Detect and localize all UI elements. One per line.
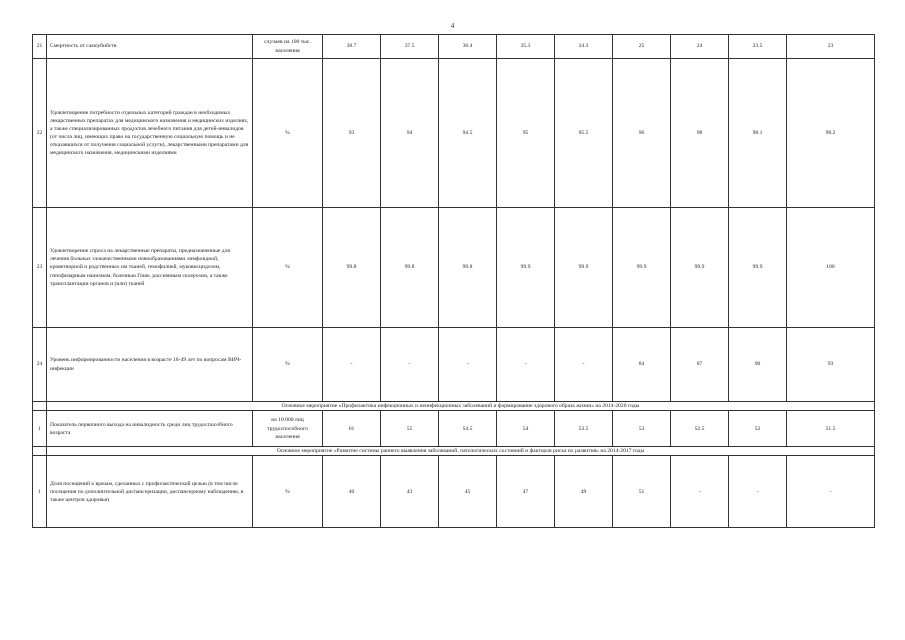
value-cell: 52.5: [671, 411, 729, 447]
value-cell: 98.2: [787, 59, 875, 208]
indicators-table: [32, 34, 875, 528]
value-cell: 54.5: [439, 411, 497, 447]
indicator-name: Уровень информированности населения в возрасте 18-49 лет по вопросам ВИЧ-инфекции: [47, 328, 253, 402]
value-cell: 25: [613, 35, 671, 59]
value-cell: 53.5: [555, 411, 613, 447]
indicator-name: Смертность от самоубийств: [47, 35, 253, 59]
table-row: [33, 59, 875, 208]
value-cell: 99.8: [381, 208, 439, 328]
indicator-unit: %: [253, 208, 323, 328]
value-cell: 51.5: [787, 411, 875, 447]
value-cell: 99.9: [555, 208, 613, 328]
value-cell: 51: [613, 456, 671, 528]
value-cell: 40: [323, 456, 381, 528]
value-cell: 94.5: [439, 59, 497, 208]
value-cell: 45: [439, 456, 497, 528]
indicator-unit: на 10 000 лиц трудоспособного населения: [253, 411, 323, 447]
value-cell: 55: [381, 411, 439, 447]
value-cell: 99.9: [671, 208, 729, 328]
indicator-name: Показатель первичного выхода на инвалидность среди лиц трудоспособного возраста: [47, 411, 253, 447]
indicator-name: Доля посещений к врачам, сделанных с профилактической целью (в том числе посещения по дополнительной диспансеризации, диспансерному наблюдению, в также центров здоровья): [47, 456, 253, 528]
page-number: 4: [450, 22, 455, 30]
indicator-unit: %: [253, 59, 323, 208]
value-cell: 37.5: [381, 35, 439, 59]
section-header-row: [33, 447, 875, 456]
table-row: [33, 208, 875, 328]
value-cell: -: [787, 456, 875, 528]
value-cell: -: [381, 328, 439, 402]
indicator-name: Удовлетворение спроса на лекарственные препараты, предназначенные для лечения больных злокачественными новообразованиями лимфоидной, кроветворной и родственных им тканей, гемофилией, муковисцидозом, гипофизарным нанизмом, болезнью Гоше, рассеянным склерозом, а также трансплантации органов и (или) тканей: [47, 208, 253, 328]
indicator-unit: случаев на 100 тыс. населения: [253, 35, 323, 59]
value-cell: 98.1: [729, 59, 787, 208]
section-title: Основное мероприятие «Развитие системы раннего выявления заболеваний, патологических состояний и факторов риска их развития» на 2014-2017 годы: [47, 447, 875, 456]
row-number: 24: [33, 328, 47, 402]
value-cell: 61: [323, 411, 381, 447]
row-number: 1: [33, 456, 47, 528]
table-row: [33, 35, 875, 59]
value-cell: -: [671, 456, 729, 528]
row-number: 22: [33, 59, 47, 208]
row-number: 21: [33, 35, 47, 59]
value-cell: 99.9: [613, 208, 671, 328]
value-cell: 34.3: [555, 35, 613, 59]
value-cell: 84: [613, 328, 671, 402]
value-cell: -: [555, 328, 613, 402]
value-cell: 53: [613, 411, 671, 447]
value-cell: -: [323, 328, 381, 402]
indicator-name: Удовлетворение потребности отдельных категорий граждан в необходимых лекарственных препаратах для медицинского назначения и медицинских изделиях, а также специализированных продуктов лечебного питания для детей-инвалидов (от числа лиц, имеющих право на государственную социальную помощь и не отказавшихся от получения социальной услуги), лекарственными препаратами для медицинского назначения, медицинскими изделиями: [47, 59, 253, 208]
value-cell: 87: [671, 328, 729, 402]
value-cell: 99.8: [439, 208, 497, 328]
value-cell: 35.3: [497, 35, 555, 59]
value-cell: 43: [381, 456, 439, 528]
section-title: Основное мероприятие «Профилактика инфекционных и неинфекционных заболеваний и формирование здорового образа жизни» на 2014-2020 годы: [47, 402, 875, 411]
value-cell: 93: [323, 59, 381, 208]
value-cell: 49: [555, 456, 613, 528]
indicator-unit: %: [253, 328, 323, 402]
value-cell: 95: [497, 59, 555, 208]
value-cell: 90: [729, 328, 787, 402]
value-cell: 96: [613, 59, 671, 208]
value-cell: 36.4: [439, 35, 497, 59]
table-row: [33, 328, 875, 402]
value-cell: 98: [671, 59, 729, 208]
value-cell: 100: [787, 208, 875, 328]
value-cell: 24: [671, 35, 729, 59]
value-cell: 99.9: [729, 208, 787, 328]
value-cell: 23.5: [729, 35, 787, 59]
table-row: [33, 456, 875, 528]
row-number: 1: [33, 411, 47, 447]
value-cell: 99.8: [323, 208, 381, 328]
value-cell: 38.7: [323, 35, 381, 59]
value-cell: 47: [497, 456, 555, 528]
value-cell: 93: [787, 328, 875, 402]
value-cell: 94: [381, 59, 439, 208]
table-row: [33, 411, 875, 447]
value-cell: 52: [729, 411, 787, 447]
value-cell: -: [439, 328, 497, 402]
row-number: 23: [33, 208, 47, 328]
value-cell: 99.9: [497, 208, 555, 328]
value-cell: 95.5: [555, 59, 613, 208]
indicator-unit: %: [253, 456, 323, 528]
value-cell: -: [729, 456, 787, 528]
value-cell: 54: [497, 411, 555, 447]
value-cell: 23: [787, 35, 875, 59]
section-header-row: [33, 402, 875, 411]
value-cell: -: [497, 328, 555, 402]
